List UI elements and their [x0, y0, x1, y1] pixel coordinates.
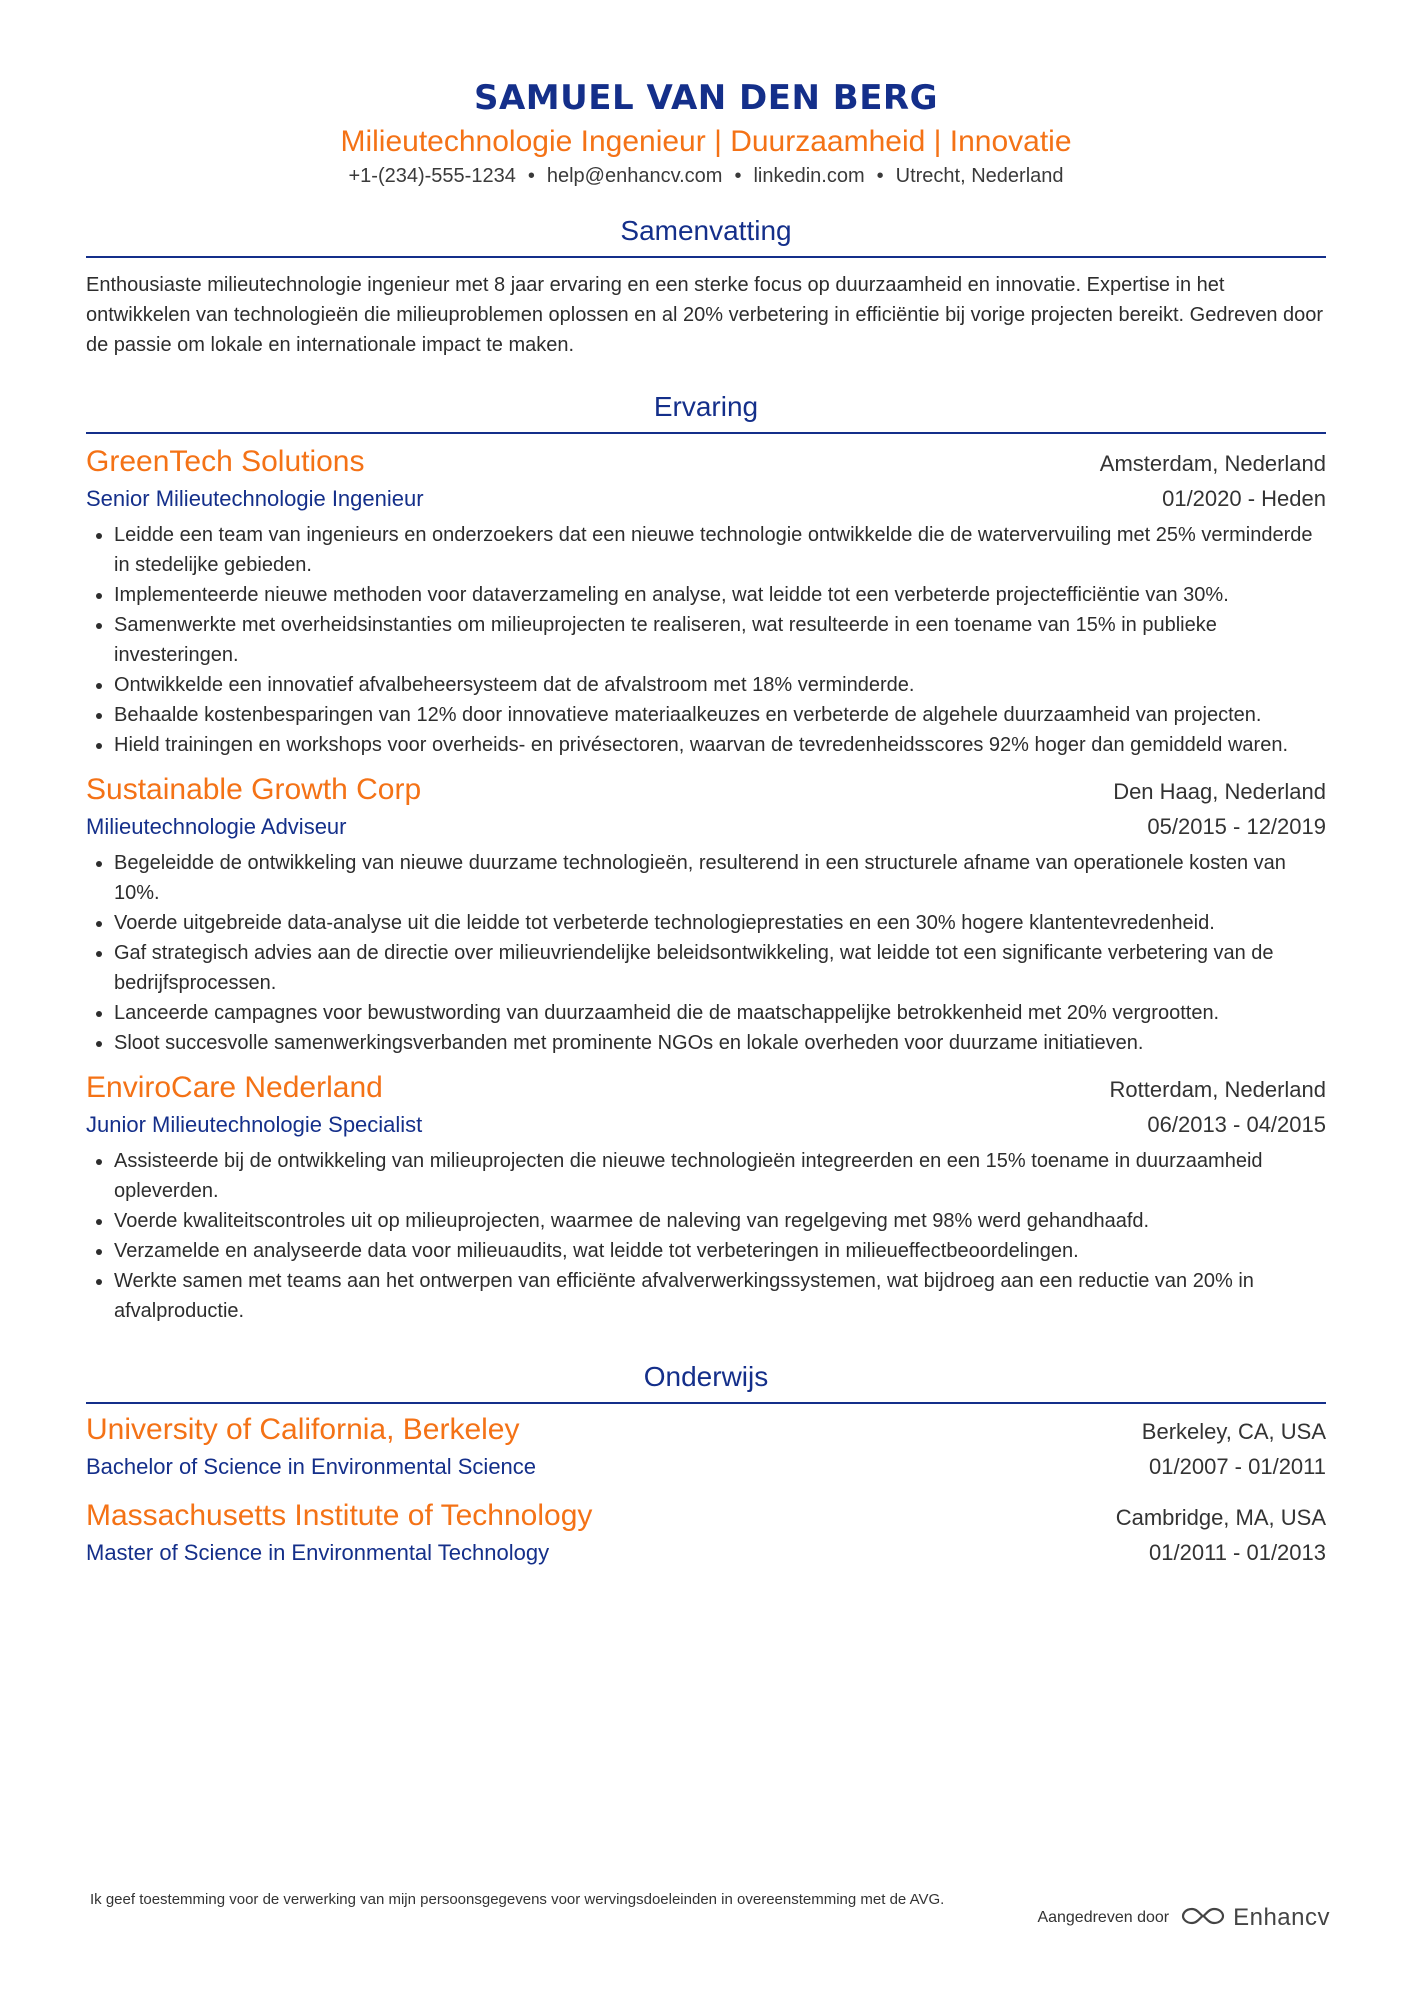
- experience-section: [86, 388, 1326, 1326]
- education-entry: [86, 1410, 1326, 1484]
- degree-name: Master of Science in Environmental Technology: [86, 1540, 550, 1565]
- achievement-item: Assisteerde bij de ontwikkeling van milieuprojecten die nieuwe technologieën integreerden en een 15% toename in duurzaamheid opleverden.: [86, 1146, 1326, 1206]
- achievement-item: Begeleidde de ontwikkeling van nieuwe duurzame technologieën, resulterend in een structurele afname van operationele kosten van 10%.: [86, 848, 1326, 908]
- contact-location: Utrecht, Nederland: [895, 165, 1064, 187]
- achievement-item: Leidde een team van ingenieurs en onderzoekers dat een nieuwe technologie ontwikkelde die de watervervuiling met 25% verminderde in stedelijke gebieden.: [86, 520, 1326, 580]
- achievement-list: [86, 848, 1326, 1058]
- achievement-item: Samenwerkte met overheidsinstanties om milieuprojecten te realiseren, wat resulteerde in een toename van 15% in publieke investeringen.: [86, 610, 1326, 670]
- candidate-headline: Milieutechnologie Ingenieur | Duurzaamheid | Innovatie: [340, 125, 1072, 158]
- education-title: Onderwijs: [86, 1358, 1326, 1404]
- summary-text: Enthousiaste milieutechnologie ingenieur met 8 jaar ervaring en een sterke focus op duurzaamheid en innovatie. Expertise in het ontwikkelen van technologieën die milieuproblemen oplossen en al 20% verbetering in efficiëntie bij vorige projecten bereikt. Gedreven door de passie om lokale en internationale impact te maken.: [86, 274, 1324, 356]
- contact-phone: +1-(234)-555-1234: [348, 165, 516, 187]
- gdpr-consent-text: Ik geef toestemming voor de verwerking van mijn persoonsgegevens voor wervingsdoeleinden in overeenstemming met de AVG.: [90, 1891, 945, 1908]
- degree-name: Bachelor of Science in Environmental Science: [86, 1454, 537, 1479]
- school-name: Massachusetts Institute of Technology: [86, 1499, 593, 1532]
- job-role: Junior Milieutechnologie Specialist: [86, 1112, 423, 1137]
- achievement-item: Voerde kwaliteitscontroles uit op milieuprojecten, waarmee de naleving van regelgeving met 98% werd gehandhaafd.: [86, 1206, 1326, 1236]
- job-location: Amsterdam, Nederland: [1099, 451, 1326, 476]
- contact-line: [86, 162, 1326, 190]
- company-name: GreenTech Solutions: [86, 445, 365, 478]
- bullet-separator: •: [734, 165, 742, 187]
- school-name: University of California, Berkeley: [86, 1413, 520, 1446]
- experience-entry: [86, 1068, 1326, 1326]
- powered-by[interactable]: [1037, 1904, 1330, 1932]
- experience-title: Ervaring: [86, 388, 1326, 434]
- achievement-list: [86, 520, 1326, 760]
- experience-entry: [86, 442, 1326, 760]
- achievement-item: Voerde uitgebreide data-analyse uit die leidde tot verbeterde technologieprestaties en een 30% hogere klantentevredenheid.: [86, 908, 1326, 938]
- education-entry: [86, 1496, 1326, 1570]
- school-location: Berkeley, CA, USA: [1141, 1419, 1326, 1444]
- achievement-item: Behaalde kostenbesparingen van 12% door innovatieve materiaalkeuzes en verbeterde de algehele duurzaamheid van projecten.: [86, 700, 1326, 730]
- bullet-separator: •: [876, 165, 884, 187]
- job-location: Den Haag, Nederland: [1113, 779, 1326, 804]
- candidate-name: SAMUEL VAN DEN BERG: [473, 78, 939, 118]
- summary-title: Samenvatting: [86, 212, 1326, 258]
- job-role: Milieutechnologie Adviseur: [86, 814, 347, 839]
- achievement-item: Ontwikkelde een innovatief afvalbeheersysteem dat de afvalstroom met 18% verminderde.: [86, 670, 1326, 700]
- page-footer: [90, 1890, 1330, 1931]
- company-name: Sustainable Growth Corp: [86, 773, 422, 806]
- job-dates: 06/2013 - 04/2015: [1147, 1112, 1326, 1137]
- achievement-item: Verzamelde en analyseerde data voor milieuaudits, wat leidde tot verbeteringen in milieueffectbeoordelingen.: [86, 1236, 1326, 1266]
- school-location: Cambridge, MA, USA: [1115, 1505, 1326, 1530]
- achievement-item: Hield trainingen en workshops voor overheids- en privésectoren, waarvan de tevredenheidsscores 92% hoger dan gemiddeld waren.: [86, 730, 1326, 760]
- powered-by-label: Aangedreven door: [1037, 1909, 1170, 1926]
- education-dates: 01/2011 - 01/2013: [1149, 1540, 1326, 1565]
- infinity-logo-icon: [1181, 1905, 1225, 1932]
- company-name: EnviroCare Nederland: [86, 1071, 383, 1104]
- contact-email[interactable]: help@enhancv.com: [546, 165, 723, 187]
- achievement-list: [86, 1146, 1326, 1326]
- job-location: Rotterdam, Nederland: [1109, 1077, 1326, 1102]
- achievement-item: Lanceerde campagnes voor bewustwording van duurzaamheid die de maatschappelijke betrokkenheid met 20% vergrootten.: [86, 998, 1326, 1028]
- education-dates: 01/2007 - 01/2011: [1149, 1454, 1326, 1479]
- summary-section: [86, 212, 1326, 360]
- enhancv-brand: Enhancv: [1233, 1904, 1330, 1931]
- job-dates: 05/2015 - 12/2019: [1147, 814, 1326, 839]
- achievement-item: Gaf strategisch advies aan de directie over milieuvriendelijke beleidsontwikkeling, wat leidde tot een significante verbetering van de bedrijfsprocessen.: [86, 938, 1326, 998]
- bullet-separator: •: [527, 165, 535, 187]
- job-dates: 01/2020 - Heden: [1162, 486, 1326, 511]
- experience-entry: [86, 770, 1326, 1058]
- achievement-item: Implementeerde nieuwe methoden voor dataverzameling en analyse, wat leidde tot een verbeterde projectefficiëntie van 30%.: [86, 580, 1326, 610]
- education-section: [86, 1358, 1326, 1570]
- resume-content: [86, 76, 1326, 1570]
- achievement-item: Werkte samen met teams aan het ontwerpen van efficiënte afvalverwerkingssystemen, wat bijdroeg aan een reductie van 20% in afvalproductie.: [86, 1266, 1326, 1326]
- achievement-item: Sloot succesvolle samenwerkingsverbanden met prominente NGOs en lokale overheden voor duurzame initiatieven.: [86, 1028, 1326, 1058]
- contact-linkedin[interactable]: linkedin.com: [753, 165, 865, 187]
- job-role: Senior Milieutechnologie Ingenieur: [86, 486, 424, 511]
